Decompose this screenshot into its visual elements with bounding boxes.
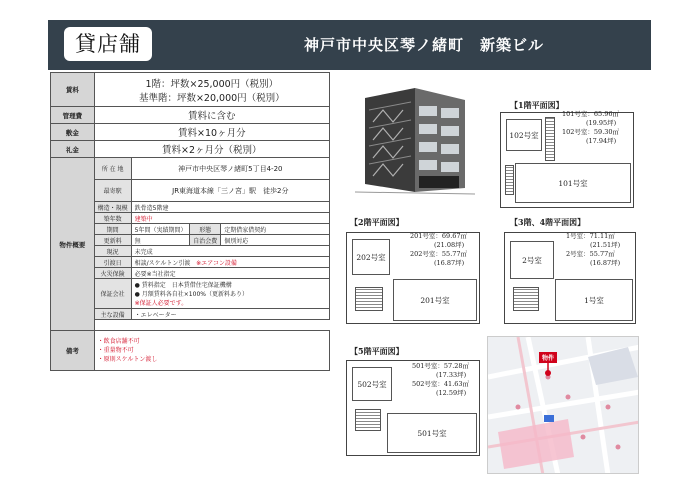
stairs xyxy=(355,409,381,431)
mgmt-fee-value: 賃料に含む xyxy=(94,107,329,124)
address-value: 神戸市中央区琴ノ緒町5丁目4-20 xyxy=(131,158,329,180)
area-name: 2号室： xyxy=(566,250,590,258)
area-sqm: 71.11㎡ xyxy=(589,232,615,240)
listing-type-tag: 貸店舗 xyxy=(64,27,152,61)
rent-value xyxy=(94,73,329,107)
floor-1-title: 【1階平面図】 xyxy=(510,100,564,110)
handover-label: 引渡日 xyxy=(94,257,131,268)
guarantor-label: 保証会社 xyxy=(94,279,131,309)
notes-list xyxy=(94,331,329,371)
room-201: 201号室 xyxy=(393,279,477,321)
address-label: 所 在 地 xyxy=(94,158,131,180)
deposit-label: 敷金 xyxy=(51,124,95,141)
area-name: 1号室： xyxy=(566,232,590,240)
floor-5-areas xyxy=(412,362,469,398)
room-101: 101号室 xyxy=(515,163,631,203)
renewal-fee-label: 更新料 xyxy=(94,235,131,246)
rent-line-1: 1階：坪数×25,000円（税別） xyxy=(145,78,279,90)
area-sqm: 55.77㎡ xyxy=(441,250,468,258)
area-sqm: 57.28㎡ xyxy=(443,362,470,370)
handover-value xyxy=(131,257,329,268)
note-item: ・重量物不可 xyxy=(97,347,134,354)
key-money-label: 礼金 xyxy=(51,141,95,158)
header-banner xyxy=(48,20,651,70)
current-status-label: 現況 xyxy=(94,246,131,257)
area-sqm: 59.30㎡ xyxy=(593,128,620,136)
area-sqm: 55.77㎡ xyxy=(589,250,615,258)
contract-type-label: 形態 xyxy=(190,224,221,235)
building-rendering xyxy=(355,80,475,198)
contract-type-value: 定期借家借契約 xyxy=(221,224,330,235)
note-item: ・原則スケルトン渡し xyxy=(97,356,158,363)
facility-value: ・エレベーター xyxy=(131,309,329,320)
area-tsubo: (19.95坪) xyxy=(586,119,617,127)
property-marker: 物件 xyxy=(539,352,557,363)
station-label: 最寄駅 xyxy=(94,180,131,202)
room-1: 1号室 xyxy=(555,279,633,321)
built-value: 建築中 xyxy=(131,213,329,224)
area-sqm: 41.63㎡ xyxy=(443,380,470,388)
guarantor-line-2: ● 月額賃料各自社×100%（更新料あり） xyxy=(134,291,248,298)
area-name: 202号室： xyxy=(410,250,442,258)
fire-insurance-value: 必要※当社指定 xyxy=(131,268,329,279)
term-value: 5年間（実績期間） xyxy=(131,224,190,235)
term-label: 期間 xyxy=(94,224,131,235)
location-map[interactable] xyxy=(487,336,639,474)
mgmt-fee-label: 管理費 xyxy=(51,107,95,124)
floor-3-4-title: 【3階、4階平面図】 xyxy=(510,217,586,227)
rent-line-2: 基準階：坪数×20,000円（税別） xyxy=(138,92,285,104)
floor-5-title: 【5階平面図】 xyxy=(350,346,404,356)
room-202: 202号室 xyxy=(352,239,390,275)
notes-label: 備考 xyxy=(51,331,95,371)
area-name: 501号室： xyxy=(412,362,444,370)
fire-insurance-label: 火災保険 xyxy=(94,268,131,279)
renewal-fee-value: 無 xyxy=(131,235,190,246)
rent-label: 賃料 xyxy=(51,73,95,107)
stairs xyxy=(545,117,555,161)
aircon-note: ※エアコン設備 xyxy=(196,259,237,267)
area-tsubo: (12.59坪) xyxy=(436,389,467,397)
room-2: 2号室 xyxy=(510,241,554,279)
area-tsubo: (21.08坪) xyxy=(434,241,465,249)
association-fee-label: 自治会費 xyxy=(190,235,221,246)
page-title: 神戸市中央区琴ノ緒町 新築ビル xyxy=(304,36,545,54)
area-name: 102号室： xyxy=(562,128,594,136)
area-tsubo: (21.51坪) xyxy=(590,241,621,249)
structure-label: 構造・規模 xyxy=(94,202,131,213)
map-graphic xyxy=(488,337,639,474)
area-tsubo: (16.87坪) xyxy=(590,259,621,267)
spec-table xyxy=(50,72,330,371)
room-102: 102号室 xyxy=(506,119,542,151)
area-name: 201号室： xyxy=(410,232,442,240)
current-status-value: 未完成 xyxy=(131,246,329,257)
guarantor-line-1: ● 賃料指定 日本賃借住宅保証機構 xyxy=(134,282,232,289)
station-value: JR東海道本線「三ノ宮」駅 徒歩2分 xyxy=(131,180,329,202)
guarantor-line-3: ※保証人必要です。 xyxy=(134,300,188,307)
guarantor-value xyxy=(131,279,329,309)
deposit-value: 賃料×10ヶ月分 xyxy=(94,124,329,141)
floor-2-title: 【2階平面図】 xyxy=(350,217,404,227)
association-fee-value: 個別対応 xyxy=(221,235,330,246)
key-money-value: 賃料×2ヶ月分（税別） xyxy=(94,141,329,158)
elevator xyxy=(505,165,514,195)
area-tsubo: (17.33坪) xyxy=(436,371,467,379)
handover-text: 相談/スケルトン引渡 xyxy=(134,259,191,267)
overview-label: 物件概要 xyxy=(51,158,95,331)
stairs xyxy=(355,287,383,311)
structure-value: 鉄骨造5階建 xyxy=(131,202,329,213)
facility-label: 主な設備 xyxy=(94,309,131,320)
stairs xyxy=(513,287,539,311)
area-name: 101号室： xyxy=(562,110,594,118)
area-name: 502号室： xyxy=(412,380,444,388)
floor-2-areas xyxy=(410,232,467,268)
room-501: 501号室 xyxy=(387,413,477,453)
floor-1-areas xyxy=(562,110,619,146)
built-label: 築年数 xyxy=(94,213,131,224)
area-tsubo: (17.94坪) xyxy=(586,137,617,145)
area-sqm: 65.96㎡ xyxy=(593,110,620,118)
area-sqm: 69.67㎡ xyxy=(441,232,468,240)
note-item: ・飲食店舗不可 xyxy=(97,338,140,345)
room-502: 502号室 xyxy=(352,367,392,401)
area-tsubo: (16.87坪) xyxy=(434,259,465,267)
floor-3-4-areas xyxy=(566,232,620,268)
